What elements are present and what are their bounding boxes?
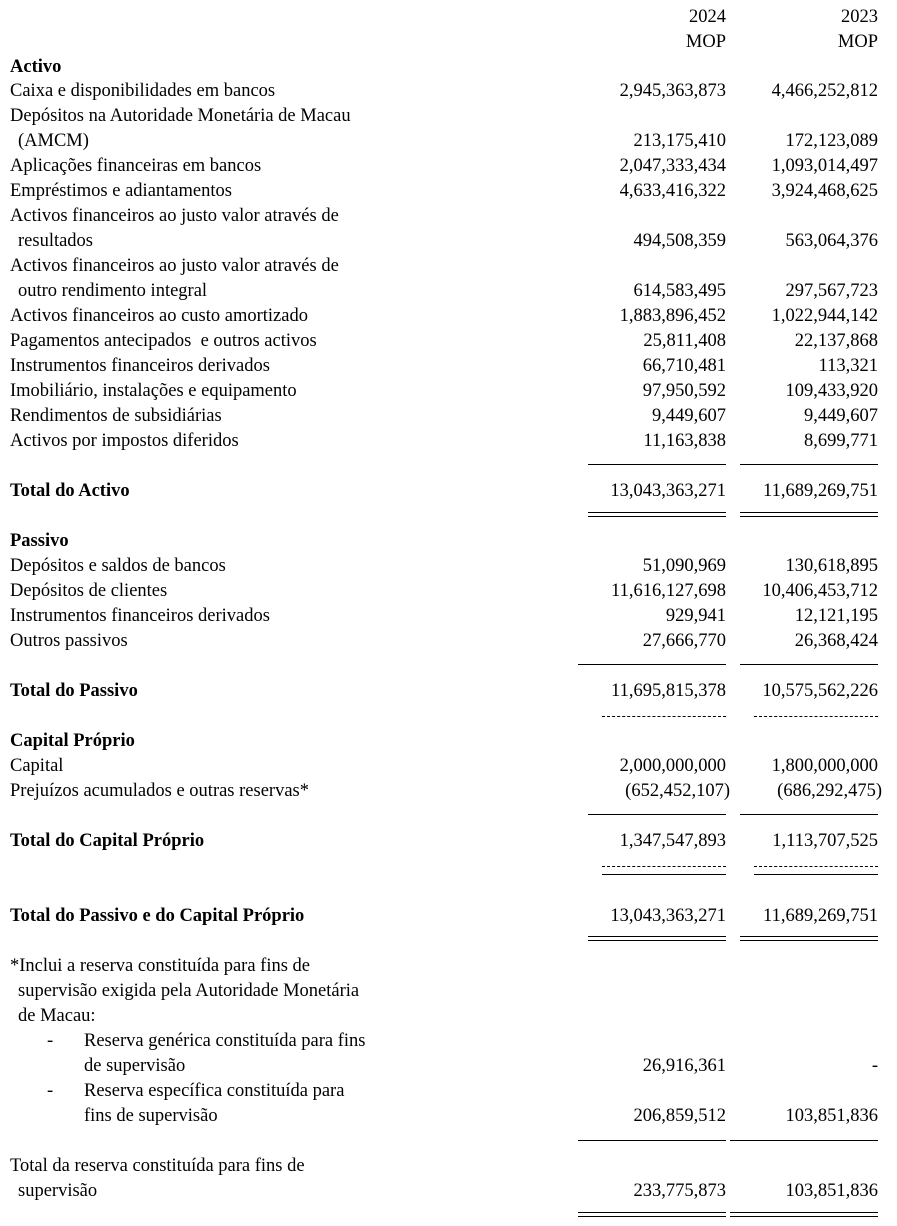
asset-value-2024: 614,583,495 [633, 281, 726, 301]
subtotal-rule [602, 874, 726, 875]
subtotal-rule [730, 1140, 878, 1141]
footnote-item-label-continuation: de supervisão [84, 1056, 186, 1076]
asset-label: Activos por impostos diferidos [10, 431, 239, 451]
asset-value-2023: 8,699,771 [804, 431, 878, 451]
total-double-rule [740, 512, 878, 517]
total-double-rule [588, 936, 726, 941]
subtotal-rule [740, 814, 878, 815]
total-double-rule [578, 1212, 726, 1217]
asset-value-2024: 66,710,481 [642, 356, 726, 376]
asset-value-2024: 11,163,838 [643, 431, 726, 451]
reserve-total-2024: 233,775,873 [633, 1181, 726, 1201]
asset-value-2024: 213,175,410 [633, 131, 726, 151]
liability-value-2023: 26,368,424 [794, 631, 878, 651]
column-currency-2023: MOP [837, 32, 878, 52]
dashed-rule [754, 866, 878, 867]
subtotal-rule [754, 874, 878, 875]
total-liabilities-2024: 11,695,815,378 [611, 681, 726, 701]
footnote-bullet: - [47, 1031, 54, 1051]
equity-value-2024: 2,000,000,000 [619, 756, 726, 776]
footnote-item-2023: 103,851,836 [785, 1106, 878, 1126]
total-assets-2023: 11,689,269,751 [763, 481, 878, 501]
asset-label: Aplicações financeiras em bancos [10, 156, 262, 176]
footnote-item-label-continuation: fins de supervisão [84, 1106, 218, 1126]
dashed-rule [754, 716, 878, 717]
total-assets-2024: 13,043,363,271 [610, 481, 726, 501]
asset-value-2023: 1,093,014,497 [771, 156, 878, 176]
dashed-rule [602, 866, 726, 867]
footnote-line: supervisão exigida pela Autoridade Monetária [18, 981, 360, 1001]
asset-value-2023: 297,567,723 [785, 281, 878, 301]
liability-label: Depósitos de clientes [10, 581, 168, 601]
liability-value-2024: 27,666,770 [642, 631, 726, 651]
dashed-rule [602, 716, 726, 717]
asset-value-2023: 113,321 [818, 356, 878, 376]
total-equity-2023: 1,113,707,525 [772, 831, 878, 851]
reserve-total-label-continuation: supervisão [18, 1181, 98, 1201]
asset-label: Imobiliário, instalações e equipamento [10, 381, 297, 401]
footnote-line: de Macau: [18, 1006, 96, 1026]
footnote-item-label: Reserva genérica constituída para fins [84, 1031, 366, 1051]
asset-value-2023: 22,137,868 [794, 331, 878, 351]
asset-label-continuation: (AMCM) [18, 131, 89, 151]
equity-label: Prejuízos acumulados e outras reservas* [10, 781, 309, 801]
total-double-rule [588, 512, 726, 517]
footnote-item-2023: - [871, 1056, 878, 1076]
asset-label: Caixa e disponibilidades em bancos [10, 81, 276, 101]
asset-label-continuation: outro rendimento integral [18, 281, 208, 301]
asset-label: Instrumentos financeiros derivados [10, 356, 270, 376]
asset-label: Activos financeiros ao justo valor através de [10, 206, 339, 226]
equity-label: Capital [10, 756, 64, 776]
asset-label: Pagamentos antecipados e outros activos [10, 331, 317, 351]
grand-total-label: Total do Passivo e do Capital Próprio [10, 906, 305, 926]
footnote-bullet: - [47, 1081, 54, 1101]
column-year-2024: 2024 [689, 7, 726, 27]
equity-value-2023: (686,292,475) [777, 781, 882, 801]
asset-value-2023: 9,449,607 [804, 406, 878, 426]
subtotal-rule [740, 664, 878, 665]
liability-value-2024: 11,616,127,698 [611, 581, 726, 601]
asset-value-2024: 4,633,416,322 [619, 181, 726, 201]
asset-label: Empréstimos e adiantamentos [10, 181, 232, 201]
reserve-total-2023: 103,851,836 [785, 1181, 878, 1201]
asset-value-2024: 97,950,592 [642, 381, 726, 401]
asset-value-2023: 4,466,252,812 [771, 81, 878, 101]
liability-value-2024: 929,941 [665, 606, 726, 626]
asset-value-2023: 3,924,468,625 [771, 181, 878, 201]
equity-heading: Capital Próprio [10, 731, 135, 751]
liabilities-heading: Passivo [10, 531, 69, 551]
asset-label: Depósitos na Autoridade Monetária de Macau [10, 106, 351, 126]
asset-value-2024: 25,811,408 [643, 331, 726, 351]
assets-heading: Activo [10, 57, 62, 77]
footnote-line: *Inclui a reserva constituída para fins de [10, 956, 310, 976]
total-liabilities-label: Total do Passivo [10, 681, 138, 701]
total-assets-label: Total do Activo [10, 481, 130, 501]
liability-value-2023: 130,618,895 [785, 556, 878, 576]
column-year-2023: 2023 [841, 7, 878, 27]
subtotal-rule [740, 464, 878, 465]
total-liabilities-2023: 10,575,562,226 [762, 681, 878, 701]
grand-total-2023: 11,689,269,751 [763, 906, 878, 926]
footnote-item-2024: 26,916,361 [642, 1056, 726, 1076]
asset-label: Rendimentos de subsidiárias [10, 406, 222, 426]
subtotal-rule [578, 1140, 726, 1141]
liability-label: Outros passivos [10, 631, 128, 651]
footnote-item-label: Reserva específica constituída para [84, 1081, 345, 1101]
liability-value-2023: 12,121,195 [794, 606, 878, 626]
equity-value-2024: (652,452,107) [625, 781, 730, 801]
asset-value-2023: 109,433,920 [785, 381, 878, 401]
total-equity-label: Total do Capital Próprio [10, 831, 205, 851]
asset-value-2023: 1,022,944,142 [771, 306, 878, 326]
footnote-item-2024: 206,859,512 [633, 1106, 726, 1126]
asset-value-2024: 1,883,896,452 [619, 306, 726, 326]
asset-value-2024: 9,449,607 [652, 406, 726, 426]
grand-total-2024: 13,043,363,271 [610, 906, 726, 926]
asset-label: Activos financeiros ao justo valor através de [10, 256, 339, 276]
asset-label-continuation: resultados [18, 231, 94, 251]
subtotal-rule [588, 814, 726, 815]
liability-label: Instrumentos financeiros derivados [10, 606, 270, 626]
total-double-rule [730, 1212, 878, 1217]
total-equity-2024: 1,347,547,893 [619, 831, 726, 851]
asset-value-2024: 2,047,333,434 [619, 156, 726, 176]
total-double-rule [740, 936, 878, 941]
column-currency-2024: MOP [685, 32, 726, 52]
liability-value-2023: 10,406,453,712 [762, 581, 878, 601]
asset-label: Activos financeiros ao custo amortizado [10, 306, 308, 326]
reserve-total-label: Total da reserva constituída para fins de [10, 1156, 305, 1176]
liability-value-2024: 51,090,969 [642, 556, 726, 576]
subtotal-rule [578, 664, 726, 665]
asset-value-2024: 2,945,363,873 [619, 81, 726, 101]
liability-label: Depósitos e saldos de bancos [10, 556, 226, 576]
equity-value-2023: 1,800,000,000 [771, 756, 878, 776]
asset-value-2023: 172,123,089 [785, 131, 878, 151]
asset-value-2023: 563,064,376 [785, 231, 878, 251]
asset-value-2024: 494,508,359 [633, 231, 726, 251]
subtotal-rule [588, 464, 726, 465]
